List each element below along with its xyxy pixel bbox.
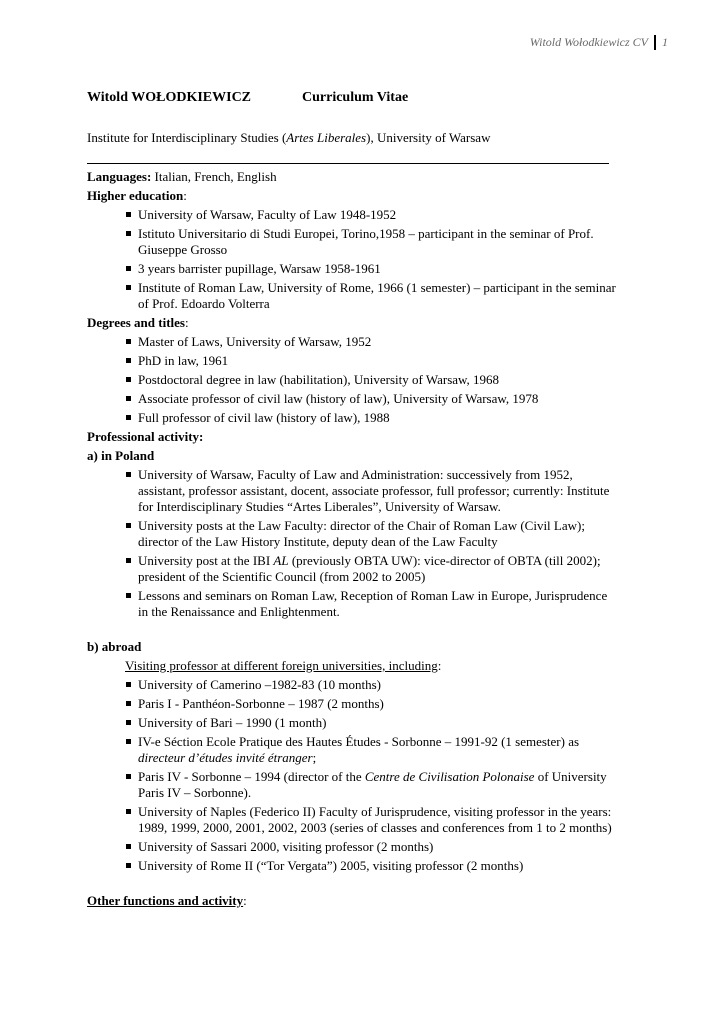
- paris4-italic: Centre de Civilisation Polonaise: [364, 769, 535, 784]
- other-functions-colon: :: [243, 893, 247, 908]
- languages-value: Italian, French, English: [151, 169, 277, 184]
- page-number: 1: [662, 35, 668, 49]
- poland-list: [87, 467, 617, 620]
- header-divider: [654, 35, 656, 50]
- abroad-list: [87, 677, 617, 874]
- ibi-text-pre: University post at the IBI: [138, 553, 274, 568]
- degrees-list: [87, 334, 617, 426]
- list-item: University of Warsaw, Faculty of Law 1948-1952: [125, 207, 617, 223]
- list-item: Paris I - Panthéon-Sorbonne – 1987 (2 months): [125, 696, 617, 712]
- ibi-text-post: (previously OBTA UW): vice-director of OBTA (till 2002); president of the Scientific Council (from 2002 to 2005): [138, 553, 601, 584]
- list-item: [125, 734, 617, 766]
- abroad-intro-text: Visiting professor at different foreign universities, including: [125, 658, 438, 673]
- ephe-text-post: ;: [312, 750, 317, 765]
- ephe-text-pre: IV-e Séction Ecole Pratique des Hautes Études - Sorbonne – 1991-92 (1 semester) as: [138, 734, 580, 749]
- list-item: University of Bari – 1990 (1 month): [125, 715, 617, 731]
- affiliation-text-post: ), University of Warsaw: [366, 130, 491, 145]
- list-item: Master of Laws, University of Warsaw, 1952: [125, 334, 617, 350]
- list-item: Postdoctoral degree in law (habilitation), University of Warsaw, 1968: [125, 372, 617, 388]
- list-item: [125, 769, 617, 801]
- ephe-italic: directeur d’études invité étranger: [138, 750, 313, 765]
- author-name: Witold WOŁODKIEWICZ: [87, 90, 252, 105]
- header-text: Witold Wołodkiewicz CV: [529, 35, 648, 49]
- professional-heading: Professional activity:: [87, 429, 204, 444]
- higher-education-list: [87, 207, 617, 312]
- languages-line: [87, 169, 617, 185]
- cv-title: Curriculum Vitae: [302, 90, 409, 105]
- list-item: 3 years barrister pupillage, Warsaw 1958-1961: [125, 261, 617, 277]
- poland-heading: a) in Poland: [87, 448, 155, 463]
- list-item: University of Camerino –1982-83 (10 months): [125, 677, 617, 693]
- list-item: Full professor of civil law (history of law), 1988: [125, 410, 617, 426]
- paris4-text-post: of University Paris IV – Sorbonne).: [138, 769, 607, 800]
- list-item: University posts at the Law Faculty: director of the Chair of Roman Law (Civil Law); director of the Law History Institute, deputy dean of the Law Faculty: [125, 518, 617, 550]
- degrees-heading: Degrees and titles:: [87, 315, 189, 330]
- ibi-italic: AL: [273, 553, 289, 568]
- languages-label: Languages:: [87, 169, 152, 184]
- cv-body: [87, 169, 617, 912]
- spacer: [87, 623, 617, 639]
- other-functions-heading: [87, 893, 617, 909]
- list-item: University of Warsaw, Faculty of Law and Administration: successively from 1952, assistant, professor assistant, docent, associate professor, full professor; currently: Institute for Interdisciplinary Studies “Artes Liberales”, University of Warsaw.: [125, 467, 617, 515]
- list-item: PhD in law, 1961: [125, 353, 617, 369]
- abroad-intro: Visiting professor at different foreign universities, including:: [125, 658, 442, 673]
- list-item: Associate professor of civil law (history of law), University of Warsaw, 1978: [125, 391, 617, 407]
- degrees-label: Degrees and titles: [87, 315, 185, 330]
- affiliation: [87, 130, 490, 146]
- list-item: Istituto Universitario di Studi Europei, Torino,1958 – participant in the seminar of Prof. Giuseppe Grosso: [125, 226, 617, 258]
- paris4-text-pre: Paris IV - Sorbonne – 1994 (director of the: [138, 769, 365, 784]
- abroad-heading: b) abroad: [87, 639, 142, 654]
- list-item: University of Sassari 2000, visiting professor (2 months): [125, 839, 617, 855]
- list-item: University of Rome II (“Tor Vergata”) 2005, visiting professor (2 months): [125, 858, 617, 874]
- affiliation-text-pre: Institute for Interdisciplinary Studies (: [87, 130, 287, 145]
- list-item: [125, 553, 617, 585]
- list-item: University of Naples (Federico II) Faculty of Jurisprudence, visiting professor in the years: 1989, 1999, 2000, 2001, 2002, 2003 (series of classes and conferences from 1 to 2 months): [125, 804, 617, 836]
- spacer: [87, 877, 617, 893]
- higher-education-label: Higher education: [87, 188, 184, 203]
- horizontal-rule: [87, 163, 609, 164]
- affiliation-italic: Artes Liberales: [286, 130, 367, 145]
- document-title: [87, 90, 409, 106]
- page-header: [530, 34, 668, 50]
- list-item: Lessons and seminars on Roman Law, Reception of Roman Law in Europe, Jurisprudence in the Renaissance and Enlightenment.: [125, 588, 617, 620]
- other-functions-label: Other functions and activity: [87, 893, 244, 908]
- higher-education-heading: Higher education:: [87, 188, 187, 203]
- list-item: Institute of Roman Law, University of Rome, 1966 (1 semester) – participant in the seminar of Prof. Edoardo Volterra: [125, 280, 617, 312]
